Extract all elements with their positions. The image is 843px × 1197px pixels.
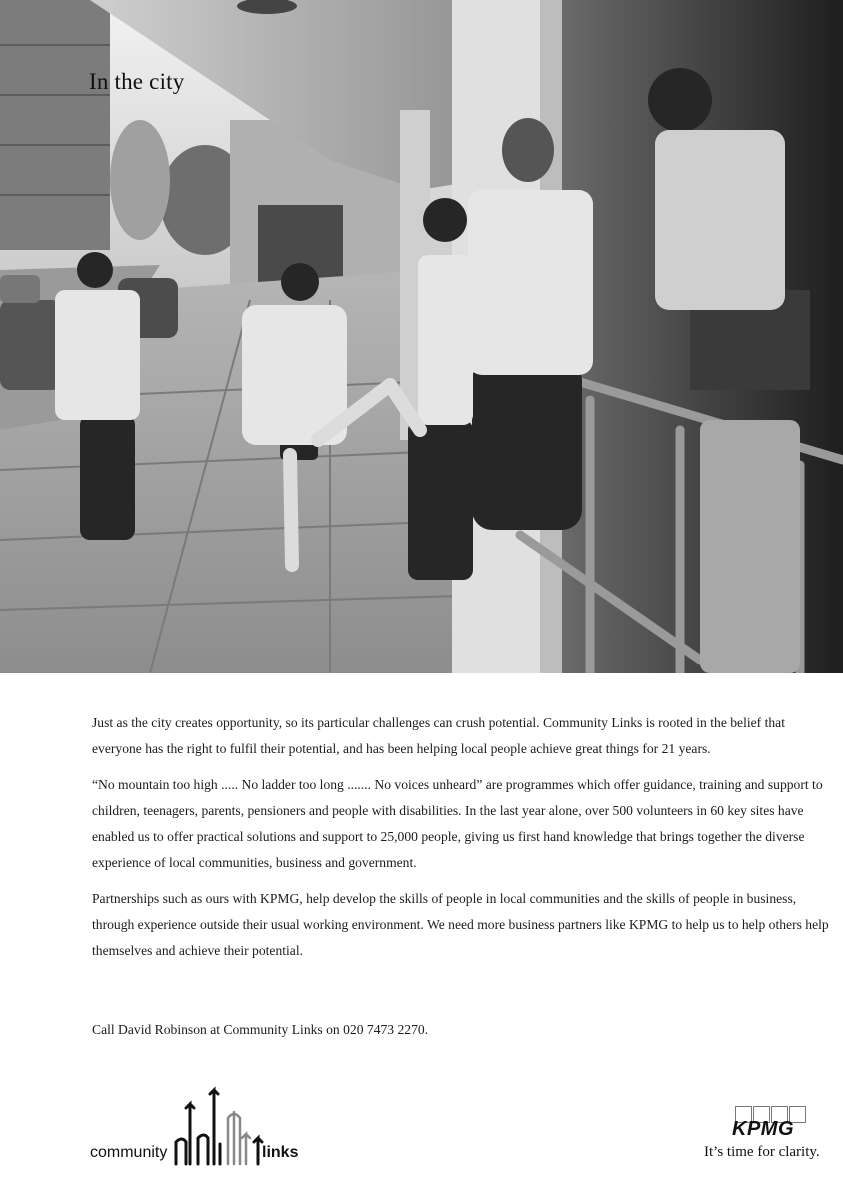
paragraph-partnerships: Partnerships such as ours with KPMG, help develop the skills of people in local communities and the skills of people in business, through experience outside their usual working environment. We need more business partners like KPMG to help us to help others help themselves and achieve their potential. <box>92 891 829 958</box>
body-copy <box>92 710 832 974</box>
links-word: links <box>262 1144 299 1161</box>
kpmg-tagline: It’s time for clarity. <box>704 1144 820 1160</box>
community-links-logo <box>88 1078 328 1168</box>
contact-line: Call David Robinson at Community Links on 020 7473 2270. <box>92 1022 429 1037</box>
kpmg-wordmark: KPMG <box>732 1118 794 1140</box>
paragraph-intro: Just as the city creates opportunity, so its particular challenges can crush potential. Community Links is rooted in the belief that everyone has the right to fulfil their potential, and has been helping local people achieve great things for 21 years. <box>92 715 785 756</box>
arrows-logo-icon <box>174 1078 264 1168</box>
community-word: community <box>90 1144 168 1161</box>
paragraph-programmes: “No mountain too high ..... No ladder too long ....... No voices unheard” are programmes which offer guidance, training and support to children, teenagers, parents, pensioners and people with disabilities. In the last year alone, over 500 volunteers in 60 key sites have enabled us to offer practical solutions and support to 25,000 people, giving us first hand knowledge that brings together the diverse experience of local communities, business and government. <box>92 777 823 870</box>
headline: In the city <box>89 69 185 94</box>
kpmg-logo <box>700 1106 840 1168</box>
